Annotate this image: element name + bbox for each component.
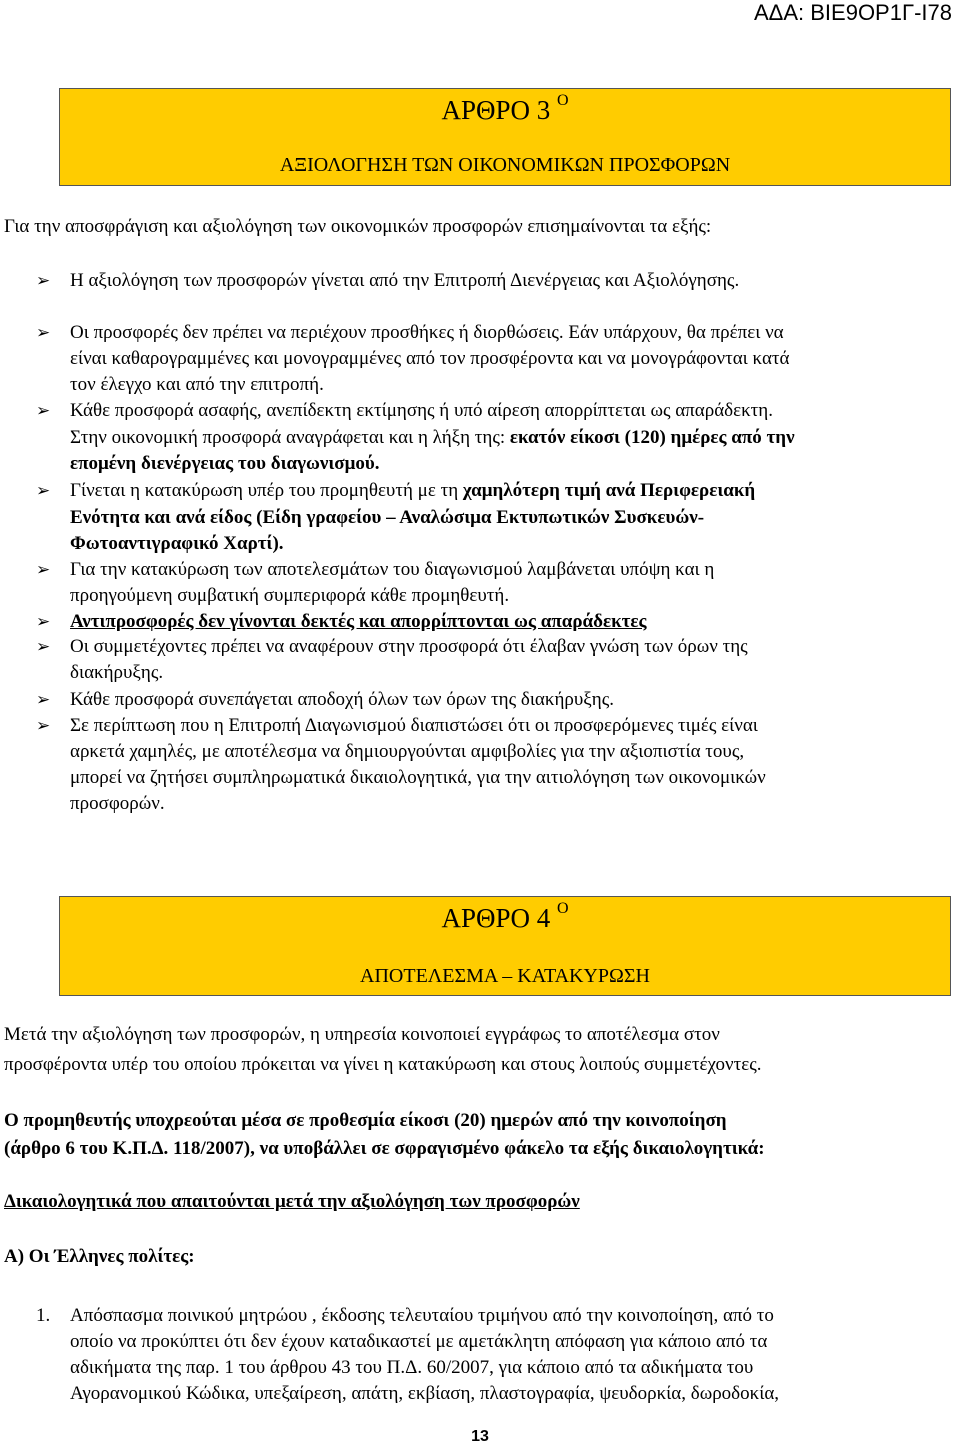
bullet-3-line-1: Κάθε προσφορά ασαφής, ανεπίδεκτη εκτίμησης ή υπό αίρεση απορρίπτεται ως απαράδεκτη. (70, 400, 773, 421)
item-1-line-4: Αγορανομικού Κώδικα, υπεξαίρεση, απάτη, εκβίαση, πλαστογραφία, ψευδορκία, δωροδοκία, (70, 1383, 780, 1404)
bullet-4-line-1: Γίνεται η κατακύρωση υπέρ του προμηθευτή με τη χαμηλότερη τιμή ανά Περιφερειακή (70, 480, 756, 501)
article4-paragraph-1-line-1: Μετά την αξιολόγηση των προσφορών, η υπηρεσία κοινοποιεί εγγράφως το αποτέλεσμα στον (4, 1024, 720, 1045)
bullet-2-line-2: είναι καθαρογραμμένες και μονογραμμένες από τον προσφέροντα και να μονογράφονται κατά (70, 348, 790, 369)
article4-paragraph-1-line-2: προσφέροντα υπέρ του οποίου πρόκειται να γίνει η κατακύρωση και στους λοιπούς συμμετέχοντες. (4, 1054, 762, 1075)
article3-intro: Για την αποσφράγιση και αξιολόγηση των οικονομικών προσφορών επισημαίνονται τα εξής: (4, 216, 712, 237)
bullet-5-line-1: Για την κατακύρωση των αποτελεσμάτων του διαγωνισμού λαμβάνεται υπόψη και η (70, 559, 715, 580)
bullet-2-line-1: Οι προσφορές δεν πρέπει να περιέχουν προσθήκες ή διορθώσεις. Εάν υπάρχουν, θα πρέπει να (70, 322, 784, 343)
article4-subtitle: ΑΠΟΤΕΛΕΣΜΑ – ΚΑΤΑΚΥΡΩΣΗ (360, 965, 650, 987)
bullet-6: Αντιπροσφορές δεν γίνονται δεκτές και απορρίπτονται ως απαράδεκτες (70, 611, 647, 632)
article4-heading-box (59, 896, 951, 996)
bullet-3-line-3: επομένη διενέργειας του διαγωνισμού. (70, 453, 380, 474)
arrow-bullet-icon: ➢ (36, 560, 51, 580)
arrow-bullet-icon: ➢ (36, 323, 51, 343)
bullet-5-line-2: προηγούμενη συμβατική συμπεριφορά κάθε προμηθευτή. (70, 585, 510, 606)
item-1-number: 1. (36, 1305, 51, 1326)
arrow-bullet-icon: ➢ (36, 271, 51, 291)
bullet-9-line-4: προσφορών. (70, 793, 165, 814)
bullet-8: Κάθε προσφορά συνεπάγεται αποδοχή όλων των όρων της διακήρυξης. (70, 689, 614, 710)
article3-title: ΑΡΘΡΟ 3 $^O$ (441, 92, 569, 125)
arrow-bullet-icon: ➢ (36, 401, 51, 421)
bullet-9-line-2: αρκετά χαμηλές, με αποτέλεσμα να δημιουργούνται αμφιβολίες για την αξιοπιστία τους, (70, 741, 745, 762)
bullet-7-line-1: Οι συμμετέχοντες πρέπει να αναφέρουν στην προσφορά ότι έλαβαν γνώση των όρων της (70, 636, 748, 657)
article3-subtitle: ΑΞΙΟΛΟΓΗΣΗ ΤΩΝ ΟΙΚΟΝΟΜΙΚΩΝ ΠΡΟΣΦΟΡΩΝ (279, 154, 731, 176)
article4-title: ΑΡΘΡΟ 4 $^O$ (441, 900, 569, 933)
bullet-4-line-3: Φωτοαντιγραφικό Χαρτί). (70, 533, 284, 554)
item-1-line-1: Απόσπασμα ποινικού μητρώου , έκδοσης τελευταίου τριμήνου από την κοινοποίηση, από το (70, 1305, 774, 1326)
item-1-line-2: οποίο να προκύπτει ότι δεν έχουν καταδικαστεί με αμετάκλητη απόφαση για κάποιο από τα (70, 1331, 768, 1352)
bullet-3-line-2: Στην οικονομική προσφορά αναγράφεται και η λήξη της: εκατόν είκοσι (120) ημέρες από την (70, 427, 795, 448)
article4-paragraph-2-line-2: (άρθρο 6 του Κ.Π.Δ. 118/2007), να υποβάλλει σε σφραγισμένο φάκελο τα εξής δικαιολογητικά: (4, 1138, 765, 1159)
arrow-bullet-icon: ➢ (36, 637, 51, 657)
arrow-bullet-icon: ➢ (36, 612, 51, 632)
page-number: 13 (471, 1428, 489, 1445)
section-a-heading: Α) Οι Έλληνες πολίτες: (4, 1246, 195, 1267)
bullet-7-line-2: διακήρυξης. (70, 662, 164, 683)
arrow-bullet-icon: ➢ (36, 716, 51, 736)
bullet-4-line-2: Ενότητα και ανά είδος (Είδη γραφείου – Αναλώσιμα Εκτυπωτικών Συσκευών- (70, 507, 705, 528)
ada-code: ΑΔΑ: ΒΙΕ9ΟΡ1Γ-Ι78 (753, 0, 952, 25)
arrow-bullet-icon: ➢ (36, 481, 51, 501)
bullet-9-line-1: Σε περίπτωση που η Επιτροπή Διαγωνισμού διαπιστώσει ότι οι προσφερόμενες τιμές είναι (70, 715, 758, 736)
article4-paragraph-2-line-1: Ο προμηθευτής υποχρεούται μέσα σε προθεσμία είκοσι (20) ημερών από την κοινοποίηση (4, 1110, 727, 1131)
bullet-2-line-3: τον έλεγχο και από την επιτροπή. (70, 374, 324, 395)
arrow-bullet-icon: ➢ (36, 690, 51, 710)
article3-heading-box (59, 88, 951, 186)
bullet-9-line-3: μπορεί να ζητήσει συμπληρωματικά δικαιολογητικά, για την αιτιολόγηση των οικονομικών (70, 767, 766, 788)
item-1-line-3: αδικήματα της παρ. 1 του άρθρου 43 του Π.Δ. 60/2007, για κάποιο από τα αδικήματα του (70, 1357, 754, 1378)
docs-heading: Δικαιολογητικά που απαιτούνται μετά την αξιολόγηση των προσφορών (4, 1191, 580, 1212)
bullet-1: Η αξιολόγηση των προσφορών γίνεται από την Επιτροπή Διενέργειας και Αξιολόγησης. (70, 270, 740, 291)
